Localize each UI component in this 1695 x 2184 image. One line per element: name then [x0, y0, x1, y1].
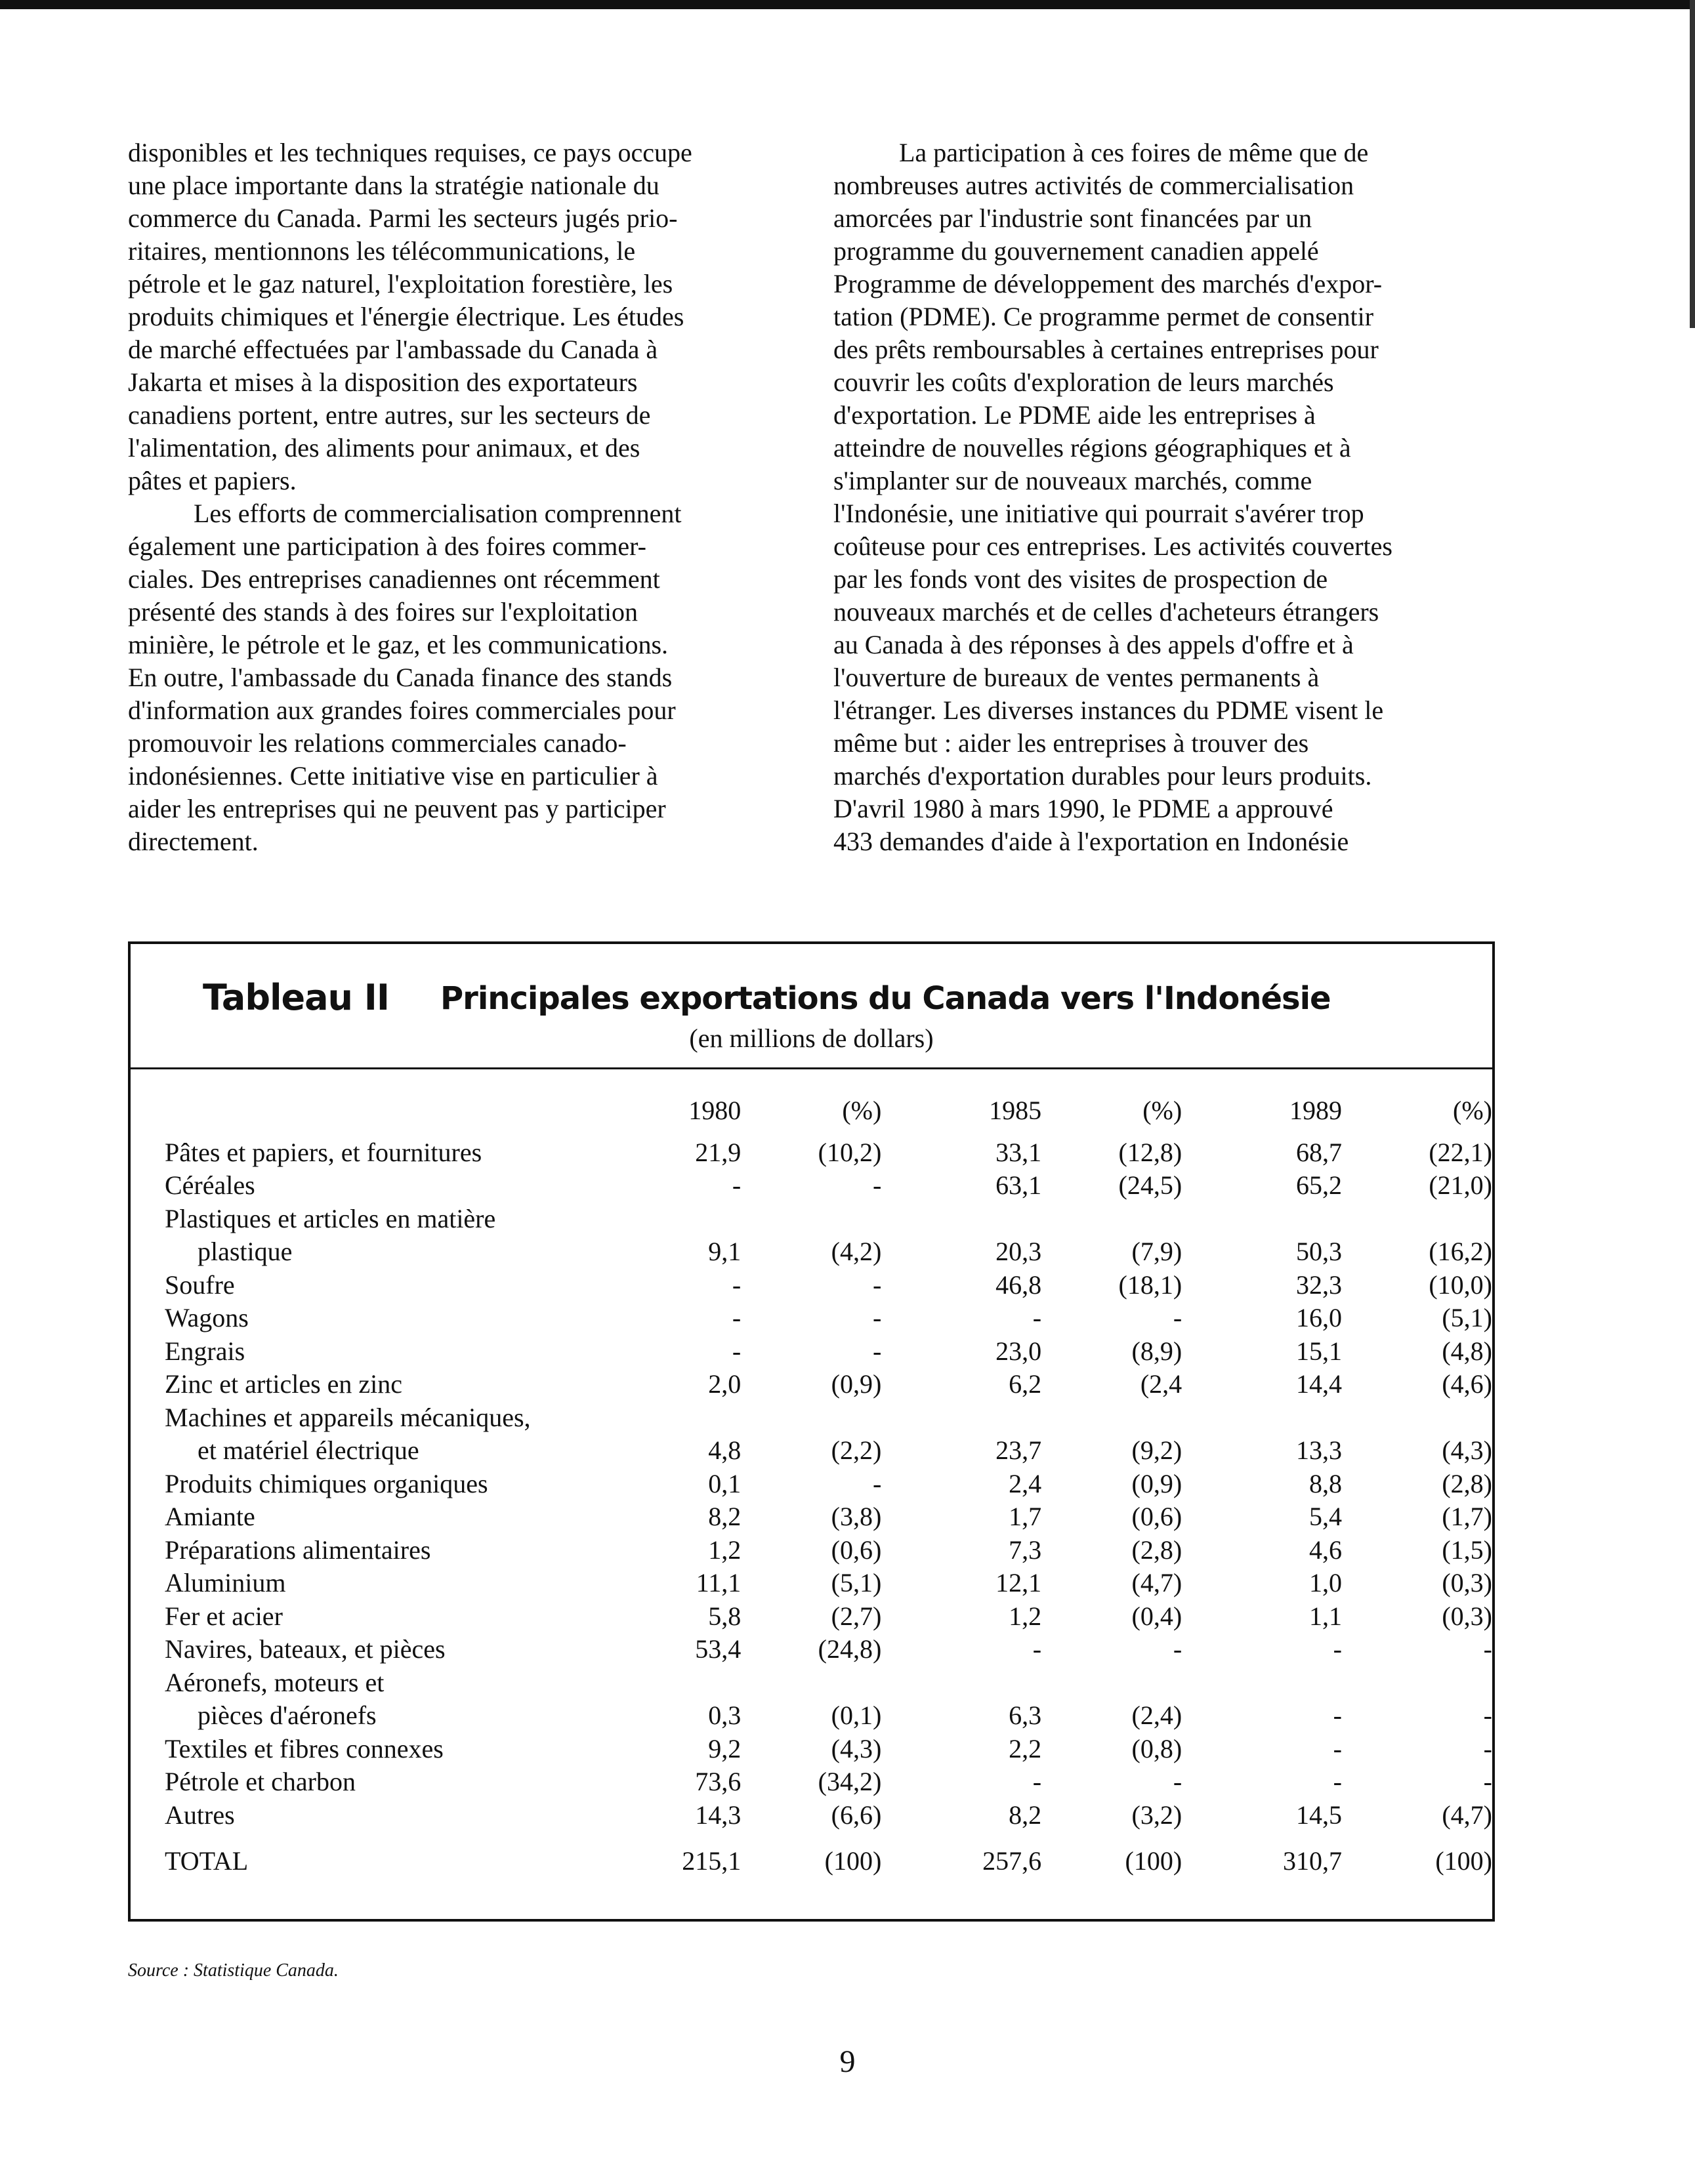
- table-row: [165, 1764, 1492, 1798]
- row-value: (1,5): [1442, 1535, 1492, 1565]
- row-value: 310,7: [1282, 1845, 1342, 1876]
- row-label: Préparations alimentaires: [165, 1535, 431, 1565]
- header-1985: 1985: [989, 1096, 1042, 1125]
- top-border: [0, 0, 1695, 9]
- exports-table: [165, 1095, 1492, 1876]
- row-value: 5,8: [708, 1601, 742, 1631]
- row-label: Céréales: [165, 1170, 255, 1200]
- row-value: 2,0: [708, 1369, 742, 1399]
- row-label: Aéronefs, moteurs et: [165, 1667, 385, 1697]
- text-line: une place importante dans la stratégie nationale du: [128, 171, 659, 200]
- row-value: (7,9): [1131, 1237, 1182, 1266]
- row-value: (0,3): [1442, 1568, 1492, 1597]
- page-number: 9: [839, 2044, 856, 2079]
- row-value: 23,0: [995, 1336, 1042, 1366]
- row-value: 4,8: [708, 1435, 742, 1465]
- row-label: Plastiques et articles en matière: [165, 1203, 496, 1233]
- row-value: -: [732, 1269, 742, 1300]
- text-line: amorcées par l'industrie sont financées par un: [833, 203, 1312, 233]
- row-value: 13,3: [1295, 1435, 1342, 1465]
- row-label: Textiles et fibres connexes: [165, 1733, 444, 1763]
- row-label: Fer et acier: [165, 1601, 283, 1631]
- row-value: (2,8): [1131, 1535, 1182, 1565]
- row-value: 4,6: [1308, 1535, 1342, 1565]
- text-line: coûteuse pour ces entreprises. Les activités couvertes: [833, 531, 1392, 561]
- row-value: 50,3: [1295, 1237, 1342, 1266]
- left-text-column: [128, 136, 784, 858]
- row-value: 73,6: [695, 1767, 742, 1796]
- row-value: (4,3): [831, 1733, 882, 1763]
- row-value: -: [1333, 1634, 1342, 1664]
- text-line: des prêts remboursables à certaines entreprises pour: [833, 335, 1379, 364]
- header-pct-1980: (%): [842, 1096, 882, 1125]
- row-value: -: [872, 1170, 882, 1200]
- row-value: [1182, 1399, 1342, 1433]
- row-label: Amiante: [165, 1502, 255, 1531]
- table-row: [165, 1134, 1492, 1168]
- row-value: [1041, 1201, 1182, 1234]
- row-value: (4,7): [1131, 1568, 1182, 1597]
- table-row: [165, 1698, 1492, 1731]
- header-1989: 1989: [1289, 1096, 1342, 1125]
- row-value: [643, 1664, 742, 1698]
- row-value: [741, 1664, 881, 1698]
- row-label: plastique: [198, 1237, 293, 1266]
- row-value: 46,8: [995, 1269, 1042, 1300]
- text-line: présenté des stands à des foires sur l'exploitation: [128, 597, 638, 627]
- row-label: et matériel électrique: [198, 1435, 419, 1465]
- row-value: (3,2): [1131, 1800, 1182, 1830]
- table-row: [165, 1367, 1492, 1400]
- row-value: 65,2: [1295, 1170, 1342, 1200]
- text-line: marchés d'exportation durables pour leurs produits.: [833, 761, 1372, 791]
- text-line: indonésiennes. Cette initiative vise en particulier à: [128, 761, 658, 791]
- row-value: (1,7): [1442, 1502, 1492, 1531]
- table-subtitle: (en millions de dollars): [689, 1023, 934, 1053]
- table-row: [165, 1664, 1492, 1698]
- row-value: [1041, 1399, 1182, 1433]
- row-value: -: [1333, 1767, 1342, 1796]
- row-value: 215,1: [682, 1845, 742, 1876]
- row-value: 1,2: [708, 1535, 742, 1565]
- table-header: [131, 944, 1492, 1069]
- row-value: 16,0: [1295, 1303, 1342, 1332]
- row-value: (0,6): [1131, 1502, 1182, 1531]
- source-note: Source : Statistique Canada.: [128, 1960, 339, 1981]
- row-value: [1182, 1201, 1342, 1234]
- text-line: couvrir les coûts d'exploration de leurs marchés: [833, 367, 1334, 397]
- row-value: (18,1): [1118, 1269, 1182, 1300]
- text-line: d'information aux grandes foires commerciales pour: [128, 695, 676, 725]
- row-value: [1342, 1664, 1492, 1698]
- row-value: (0,6): [831, 1535, 882, 1565]
- row-value: -: [1483, 1767, 1492, 1796]
- row-value: [1342, 1399, 1492, 1433]
- row-value: (5,1): [831, 1568, 882, 1597]
- text-line: également une participation à des foires commer-: [128, 531, 646, 561]
- text-line: D'avril 1980 à mars 1990, le PDME a approuvé: [833, 794, 1333, 823]
- row-value: (16,2): [1429, 1237, 1492, 1266]
- row-value: (2,2): [831, 1435, 882, 1465]
- row-value: -: [872, 1336, 882, 1366]
- text-line: l'ouverture de bureaux de ventes permanents à: [833, 663, 1320, 692]
- text-line: nouveaux marchés et de celles d'acheteurs étrangers: [833, 597, 1379, 627]
- row-value: -: [1032, 1634, 1042, 1664]
- table-header-row: [165, 1095, 1492, 1134]
- row-value: (34,2): [818, 1767, 882, 1796]
- row-value: -: [732, 1170, 742, 1200]
- row-label: Navires, bateaux, et pièces: [165, 1634, 446, 1664]
- table-row: [165, 1830, 1492, 1876]
- row-value: -: [872, 1269, 882, 1300]
- row-value: 5,4: [1308, 1502, 1342, 1531]
- table-row: [165, 1532, 1492, 1565]
- right-text-column: [833, 136, 1490, 858]
- row-value: (6,6): [831, 1800, 882, 1830]
- row-value: -: [1333, 1733, 1342, 1763]
- text-line: nombreuses autres activités de commercialisation: [833, 171, 1354, 200]
- text-line: ciales. Des entreprises canadiennes ont récemment: [128, 564, 660, 594]
- row-value: (5,1): [1442, 1303, 1492, 1332]
- text-line: l'alimentation, des aliments pour animaux, et des: [128, 433, 640, 463]
- row-value: (8,9): [1131, 1336, 1182, 1366]
- row-value: (0,9): [831, 1369, 882, 1399]
- row-value: [643, 1399, 742, 1433]
- row-label: Pâtes et papiers, et fournitures: [165, 1137, 482, 1167]
- row-value: -: [1483, 1733, 1492, 1763]
- row-value: 15,1: [1295, 1336, 1342, 1366]
- row-value: 68,7: [1295, 1137, 1342, 1167]
- row-value: 2,2: [1009, 1733, 1042, 1763]
- text-line: même but : aider les entreprises à trouver des: [833, 728, 1309, 758]
- row-value: (0,9): [1131, 1468, 1182, 1498]
- row-value: (10,2): [818, 1137, 882, 1167]
- row-value: 32,3: [1295, 1269, 1342, 1300]
- row-value: 12,1: [995, 1568, 1042, 1597]
- row-value: 9,2: [708, 1733, 742, 1763]
- row-value: (2,7): [831, 1601, 882, 1631]
- row-value: [881, 1664, 1041, 1698]
- row-value: (4,7): [1442, 1800, 1492, 1830]
- row-value: (4,6): [1442, 1369, 1492, 1399]
- row-value: 63,1: [995, 1170, 1042, 1200]
- row-value: -: [1173, 1303, 1182, 1332]
- table-row: [165, 1598, 1492, 1632]
- text-line: atteindre de nouvelles régions géographiques et à: [833, 433, 1351, 463]
- table-row: [165, 1433, 1492, 1466]
- text-line: disponibles et les techniques requises, ce pays occupe: [128, 138, 692, 167]
- row-value: 6,3: [1009, 1700, 1042, 1730]
- row-value: (0,8): [1131, 1733, 1182, 1763]
- table-row: [165, 1201, 1492, 1234]
- row-value: (4,3): [1442, 1435, 1492, 1465]
- text-line: directement.: [128, 827, 259, 856]
- text-line: au Canada à des réponses à des appels d'offre et à: [833, 630, 1354, 659]
- row-value: [881, 1201, 1041, 1234]
- table-row: [165, 1797, 1492, 1830]
- row-value: (10,0): [1429, 1269, 1492, 1300]
- text-line: par les fonds vont des visites de prospection de: [833, 564, 1328, 594]
- row-value: (24,5): [1118, 1170, 1182, 1200]
- text-line: La participation à ces foires de même que de: [899, 138, 1369, 167]
- row-value: [1041, 1664, 1182, 1698]
- text-line: d'exportation. Le PDME aide les entreprises à: [833, 400, 1316, 430]
- row-value: 1,1: [1308, 1601, 1342, 1631]
- row-value: 14,4: [1295, 1369, 1342, 1399]
- text-line: Les efforts de commercialisation comprennent: [194, 499, 682, 528]
- header-1980: 1980: [688, 1096, 742, 1125]
- row-value: -: [1032, 1303, 1042, 1332]
- row-value: 1,2: [1009, 1601, 1042, 1631]
- row-value: 1,0: [1308, 1568, 1342, 1597]
- text-line: produits chimiques et l'énergie électrique. Les études: [128, 302, 684, 331]
- text-line: minière, le pétrole et le gaz, et les communications.: [128, 630, 669, 659]
- table-row: [165, 1399, 1492, 1433]
- text-line: tation (PDME). Ce programme permet de consentir: [833, 302, 1374, 331]
- row-value: 14,3: [695, 1800, 742, 1830]
- text-line: programme du gouvernement canadien appelé: [833, 236, 1319, 266]
- row-value: [1182, 1664, 1342, 1698]
- row-value: -: [732, 1303, 742, 1332]
- row-value: (100): [1435, 1845, 1492, 1876]
- text-line: l'Indonésie, une initiative qui pourrait s'avérer trop: [833, 499, 1364, 528]
- table-body: [165, 1134, 1492, 1876]
- row-value: 33,1: [995, 1137, 1042, 1167]
- row-value: 21,9: [695, 1137, 742, 1167]
- row-value: -: [1173, 1634, 1182, 1664]
- row-label: Machines et appareils mécaniques,: [165, 1402, 531, 1432]
- row-value: -: [1032, 1767, 1042, 1796]
- row-value: (4,8): [1442, 1336, 1492, 1366]
- table-row: [165, 1499, 1492, 1533]
- row-value: (100): [1125, 1845, 1182, 1876]
- row-value: -: [1483, 1634, 1492, 1664]
- row-value: (24,8): [818, 1634, 882, 1664]
- text-line: promouvoir les relations commerciales canado-: [128, 728, 627, 758]
- text-line: Programme de développement des marchés d'expor-: [833, 269, 1383, 299]
- table-label: Tableau II: [203, 977, 389, 1018]
- row-value: 20,3: [995, 1237, 1042, 1266]
- text-line: 433 demandes d'aide à l'exportation en Indonésie: [833, 827, 1349, 856]
- row-value: 7,3: [1009, 1535, 1042, 1565]
- row-label: Engrais: [165, 1336, 245, 1366]
- row-value: -: [872, 1468, 882, 1498]
- row-label: Zinc et articles en zinc: [165, 1369, 403, 1399]
- row-value: -: [872, 1303, 882, 1332]
- text-line: de marché effectuées par l'ambassade du Canada à: [128, 335, 658, 364]
- row-label: Pétrole et charbon: [165, 1767, 356, 1796]
- row-value: [1342, 1201, 1492, 1234]
- row-value: (4,2): [831, 1237, 882, 1266]
- table-row: [165, 1632, 1492, 1665]
- row-label: Autres: [165, 1800, 235, 1830]
- row-label: Produits chimiques organiques: [165, 1468, 488, 1498]
- row-label: Aluminium: [165, 1568, 286, 1597]
- row-value: 11,1: [696, 1568, 742, 1597]
- table-row: [165, 1168, 1492, 1201]
- row-value: (2,4): [1131, 1700, 1182, 1730]
- row-value: 53,4: [695, 1634, 742, 1664]
- text-line: Jakarta et mises à la disposition des exportateurs: [128, 367, 638, 397]
- row-value: (0,1): [831, 1700, 882, 1730]
- row-value: [643, 1201, 742, 1234]
- header-pct-1989: (%): [1453, 1096, 1492, 1125]
- table-row: [165, 1234, 1492, 1267]
- right-border: [1690, 0, 1695, 328]
- row-value: (0,4): [1131, 1601, 1182, 1631]
- header-pct-1985: (%): [1142, 1096, 1182, 1125]
- row-value: [741, 1201, 881, 1234]
- table-title: Principales exportations du Canada vers l'Indonésie: [440, 980, 1331, 1017]
- text-line: aider les entreprises qui ne peuvent pas y participer: [128, 794, 666, 823]
- row-value: (2,8): [1442, 1468, 1492, 1498]
- row-label: pièces d'aéronefs: [198, 1700, 377, 1730]
- row-value: 14,5: [1295, 1800, 1342, 1830]
- row-value: 8,2: [1009, 1800, 1042, 1830]
- row-value: 8,8: [1308, 1468, 1342, 1498]
- row-value: (12,8): [1118, 1137, 1182, 1167]
- text-line: ritaires, mentionnons les télécommunications, le: [128, 236, 636, 266]
- row-value: [881, 1399, 1041, 1433]
- text-line: s'implanter sur de nouveaux marchés, comme: [833, 466, 1312, 495]
- row-value: 257,6: [982, 1845, 1042, 1876]
- row-value: (22,1): [1429, 1137, 1492, 1167]
- row-value: (3,8): [831, 1502, 882, 1531]
- text-line: canadiens portent, entre autres, sur les secteurs de: [128, 400, 651, 430]
- table-row: [165, 1565, 1492, 1599]
- row-value: (2,4: [1140, 1369, 1182, 1399]
- table-row: [165, 1267, 1492, 1300]
- text-line: En outre, l'ambassade du Canada finance des stands: [128, 663, 673, 692]
- table-row: [165, 1300, 1492, 1334]
- row-value: -: [1483, 1700, 1492, 1730]
- text-line: commerce du Canada. Parmi les secteurs jugés prio-: [128, 203, 678, 233]
- row-label: Soufre: [165, 1269, 235, 1300]
- row-value: -: [732, 1336, 742, 1366]
- row-value: (21,0): [1429, 1170, 1492, 1200]
- row-value: 23,7: [995, 1435, 1042, 1465]
- row-value: 6,2: [1009, 1369, 1042, 1399]
- row-value: -: [1173, 1767, 1182, 1796]
- table-row: [165, 1333, 1492, 1367]
- text-line: pétrole et le gaz naturel, l'exploitation forestière, les: [128, 269, 673, 299]
- text-line: pâtes et papiers.: [128, 466, 297, 495]
- text-line: l'étranger. Les diverses instances du PDME visent le: [833, 695, 1384, 725]
- row-value: (100): [824, 1845, 882, 1876]
- row-value: 9,1: [708, 1237, 742, 1266]
- row-value: 8,2: [708, 1502, 742, 1531]
- table-row: [165, 1466, 1492, 1499]
- table-frame: [128, 941, 1495, 1922]
- row-value: 2,4: [1009, 1468, 1042, 1498]
- row-label: TOTAL: [165, 1845, 249, 1876]
- row-value: [741, 1399, 881, 1433]
- row-value: -: [1333, 1700, 1342, 1730]
- row-label: Wagons: [165, 1303, 249, 1332]
- row-value: 0,3: [708, 1700, 742, 1730]
- table-row: [165, 1731, 1492, 1764]
- header-blank: [165, 1095, 643, 1134]
- row-value: 0,1: [708, 1468, 742, 1498]
- row-value: 1,7: [1009, 1502, 1042, 1531]
- row-value: (0,3): [1442, 1601, 1492, 1631]
- row-value: (9,2): [1131, 1435, 1182, 1465]
